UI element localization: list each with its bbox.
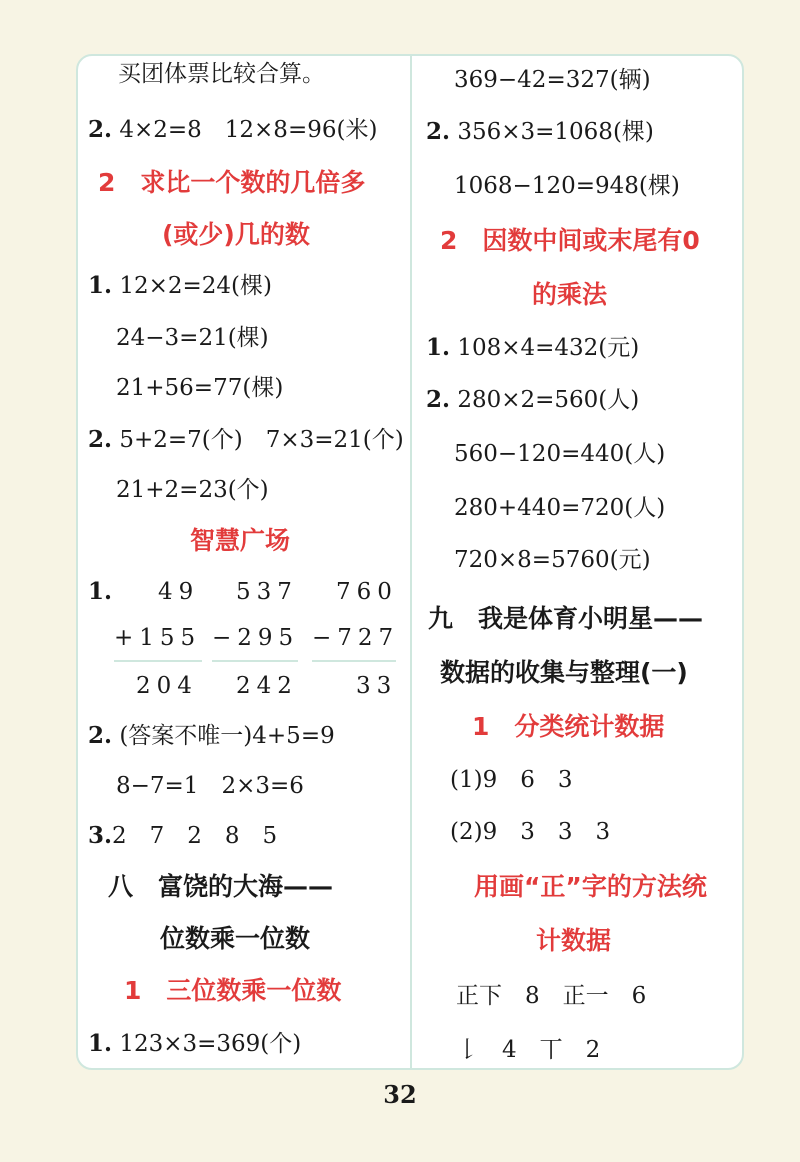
vertical-calc-top: 49 bbox=[158, 579, 200, 605]
item-number: 1. bbox=[88, 272, 113, 299]
equation: 560−120=440(人) bbox=[454, 441, 666, 467]
equation: 12×2=24(棵) bbox=[119, 273, 272, 299]
equation: (答案不唯一)4+5=9 bbox=[119, 723, 335, 749]
section-heading: 2 因数中间或末尾有0 bbox=[440, 226, 700, 255]
section-heading: 2 求比一个数的几倍多 bbox=[98, 168, 366, 197]
section-heading-cont: 的乘法 bbox=[532, 280, 608, 309]
answer-line bbox=[426, 334, 639, 362]
equation: 21+2=23(个) bbox=[116, 477, 269, 503]
vertical-calc-result: 33 bbox=[356, 673, 398, 699]
answer-line bbox=[88, 272, 272, 300]
equation: 280+440=720(人) bbox=[454, 495, 666, 521]
section-heading-cont: 计数据 bbox=[536, 926, 612, 955]
equation: 21+56=77(棵) bbox=[116, 375, 284, 401]
answer-line bbox=[88, 426, 404, 454]
answer-line bbox=[426, 386, 639, 414]
section-heading: 用画“正”字的方法统 bbox=[474, 872, 707, 901]
equation: 108×4=432(元) bbox=[457, 335, 640, 361]
item-number: 2. bbox=[426, 118, 451, 145]
page-number: 32 bbox=[383, 1080, 417, 1109]
unit-heading: 八 富饶的大海—— bbox=[108, 872, 334, 901]
text-line: 买团体票比较合算。 bbox=[118, 61, 325, 87]
unit-heading: 九 我是体育小明星—— bbox=[428, 604, 704, 633]
calc-rule bbox=[212, 660, 298, 662]
section-heading: 1 分类统计数据 bbox=[472, 712, 665, 741]
equation: 24−3=21(棵) bbox=[116, 325, 269, 351]
digit-sequence: 2 7 2 8 5 bbox=[112, 823, 278, 849]
equation: 5+2=7(个) 7×3=21(个) bbox=[119, 427, 404, 453]
vertical-calc-operand: −727 bbox=[312, 625, 400, 651]
tally-line: 正下 8 正一 6 bbox=[456, 983, 647, 1009]
column-divider bbox=[410, 54, 412, 1070]
section-heading-cont: (或少)几的数 bbox=[162, 220, 310, 249]
equation: 720×8=5760(元) bbox=[454, 547, 651, 573]
vertical-calc-operand: −295 bbox=[212, 625, 300, 651]
answer-line bbox=[88, 1030, 301, 1058]
equation: 369−42=327(辆) bbox=[454, 67, 651, 93]
equation: 8−7=1 2×3=6 bbox=[116, 773, 304, 799]
answer-line bbox=[88, 822, 277, 850]
unit-heading-cont: 数据的收集与整理(一) bbox=[440, 658, 688, 687]
equation: 123×3=369(个) bbox=[119, 1031, 302, 1057]
unit-heading-cont: 位数乘一位数 bbox=[160, 924, 311, 953]
equation: 356×3=1068(棵) bbox=[457, 119, 654, 145]
item-number: 2. bbox=[88, 116, 113, 143]
answer-line: (1)9 6 3 bbox=[450, 767, 573, 793]
vertical-calc-top: 537 bbox=[236, 579, 298, 605]
answer-line bbox=[88, 116, 377, 144]
item-number: 1. bbox=[88, 578, 113, 605]
tally-line: 𠄌 4 丅 2 bbox=[456, 1037, 601, 1063]
vertical-calc-result: 242 bbox=[236, 673, 298, 699]
section-heading: 智慧广场 bbox=[190, 526, 291, 555]
vertical-calc-top: 760 bbox=[336, 579, 398, 605]
calc-rule bbox=[114, 660, 202, 662]
answer-line bbox=[426, 118, 654, 146]
equation: 280×2=560(人) bbox=[457, 387, 640, 413]
item-number: 2. bbox=[88, 722, 113, 749]
item-number: 2. bbox=[88, 426, 113, 453]
answer-line bbox=[88, 722, 335, 750]
vertical-calc-operand: +155 bbox=[114, 625, 202, 651]
item-number: 3. bbox=[88, 822, 113, 849]
calc-rule bbox=[312, 660, 396, 662]
item-number: 1. bbox=[426, 334, 451, 361]
equation: 1068−120=948(棵) bbox=[454, 173, 680, 199]
item-number: 2. bbox=[426, 386, 451, 413]
section-heading: 1 三位数乘一位数 bbox=[124, 976, 342, 1005]
equation: 4×2=8 12×8=96(米) bbox=[119, 117, 378, 143]
answer-line: (2)9 3 3 3 bbox=[450, 819, 611, 845]
item-number: 1. bbox=[88, 1030, 113, 1057]
vertical-calc-result: 204 bbox=[136, 673, 198, 699]
